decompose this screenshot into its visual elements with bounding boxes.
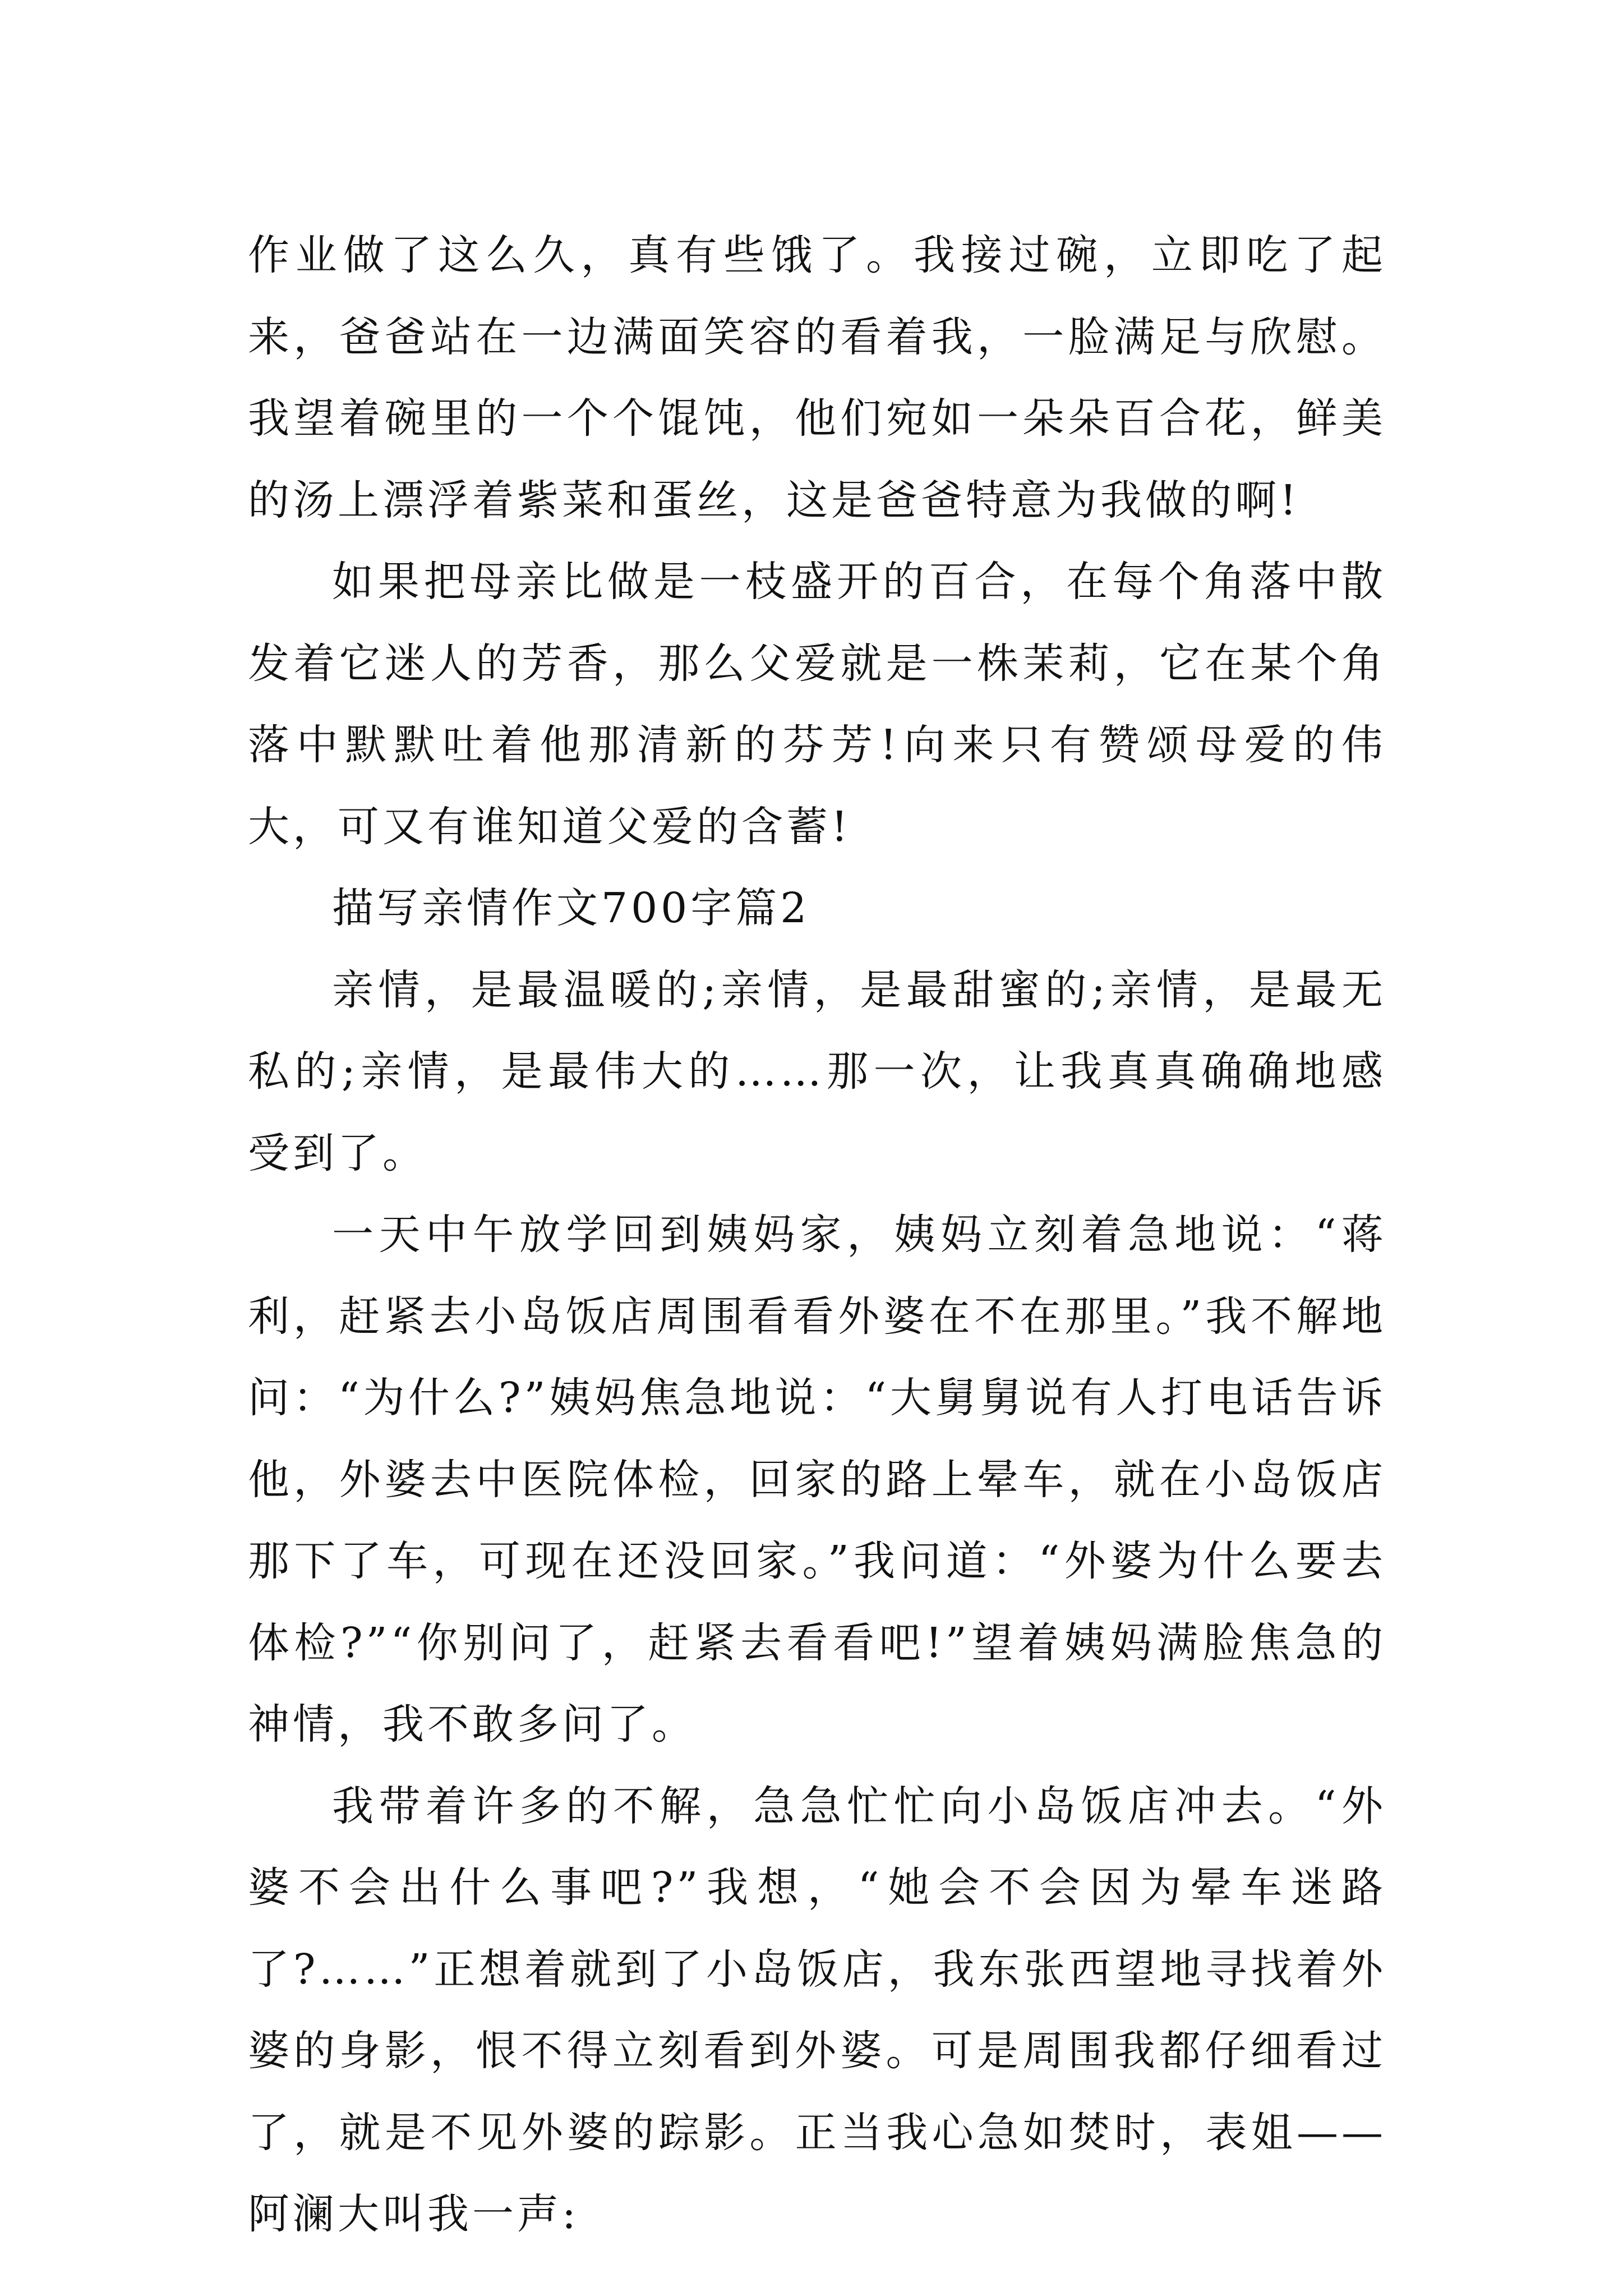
paragraph-5: 我带着许多的不解，急急忙忙向小岛饭店冲去。“外婆不会出什么事吧?”我想，“她会不会因为晕车迷路了?……”正想着就到了小岛饭店，我东张西望地寻找着外婆的身影，恨不得立刻看到外婆。可是周围我都仔细看过了，就是不见外婆的踪影。正当我心急如焚时，表姐——阿澜大叫我一声: (248, 1782, 1386, 2238)
section-heading: 描写亲情作文700字篇2 (332, 884, 810, 932)
paragraph-3: 亲情，是最温暖的;亲情，是最甜蜜的;亲情，是最无私的;亲情，是最伟大的……那一次，让我真真确确地感受到了。 (248, 965, 1386, 1177)
document-body (248, 215, 1386, 2256)
paragraph-4: 一天中午放学回到姨妈家，姨妈立刻着急地说：“蒋利，赶紧去小岛饭店周围看看外婆在不在那里。”我不解地问：“为什么?”姨妈焦急地说：“大舅舅说有人打电话告诉他，外婆去中医院体检，回家的路上晕车，就在小岛饭店那下了车，可现在还没回家。”我问道：“外婆为什么要去体检?”“你别问了，赶紧去看看吧!”望着姨妈满脸焦急的神情，我不敢多问了。 (248, 1211, 1386, 1749)
paragraph-2: 如果把母亲比做是一枝盛开的百合，在每个角落中散发着它迷人的芳香，那么父爱就是一株茉莉，它在某个角落中默默吐着他那清新的芬芳!向来只有赞颂母爱的伟大，可又有谁知道父爱的含蓄! (248, 558, 1386, 851)
paragraph-1: 作业做了这么久，真有些饿了。我接过碗，立即吃了起来，爸爸站在一边满面笑容的看着我，一脸满足与欣慰。我望着碗里的一个个馄饨，他们宛如一朵朵百合花，鲜美的汤上漂浮着紫菜和蛋丝，这是爸爸特意为我做的啊! (248, 231, 1386, 524)
